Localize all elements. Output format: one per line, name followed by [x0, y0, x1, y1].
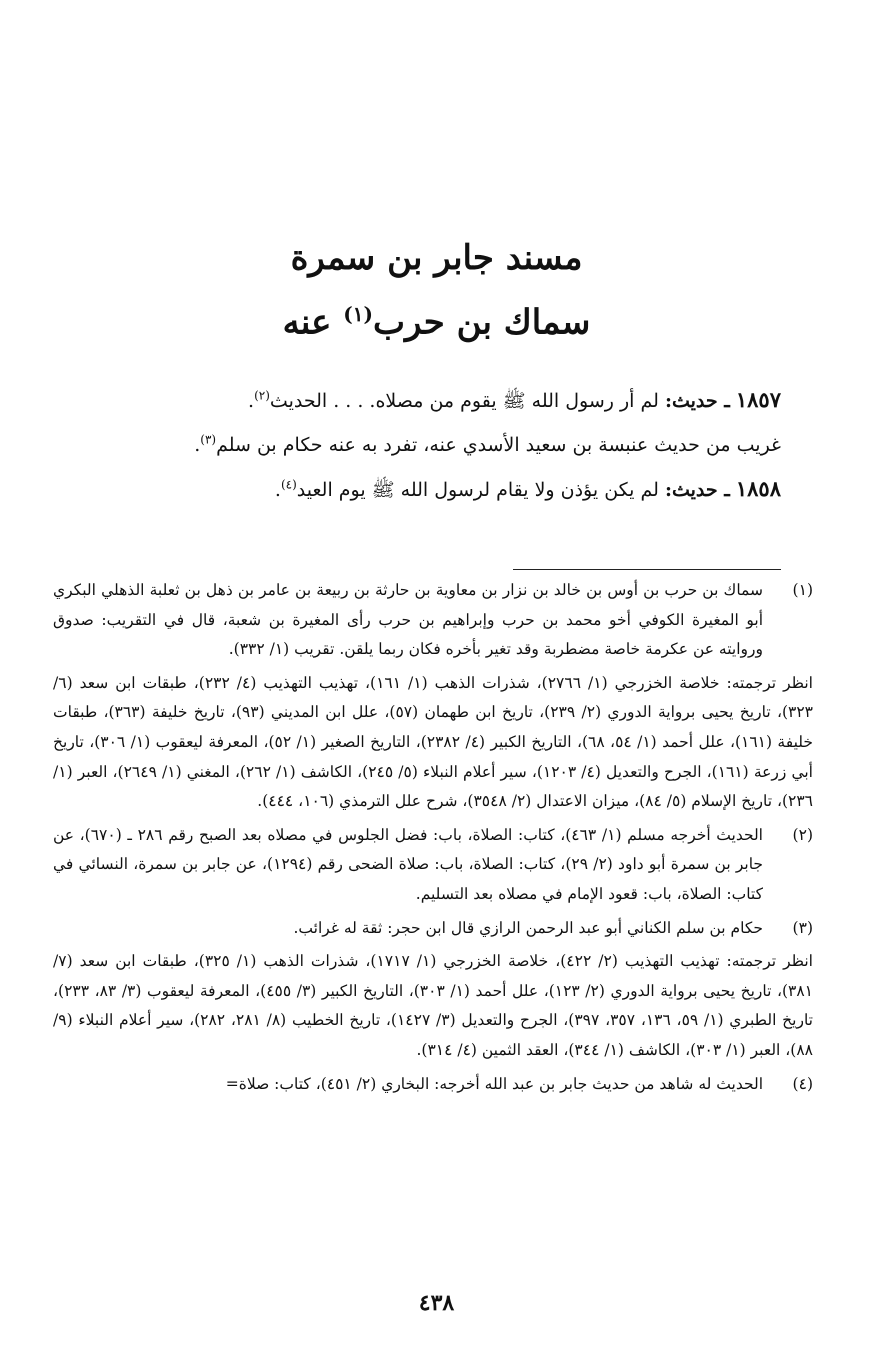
footnote-divider: [513, 569, 781, 570]
hadith-comment: غريب من حديث عنبسة بن سعيد الأسدي عنه، تفرد به عنه حكام بن سلم$^{(٣)}$.: [194, 432, 781, 456]
hadith-entry: [141, 378, 781, 467]
footnote-paragraph: حكام بن سلم الكناني أبو عبد الرحمن الرازي قال ابن حجر: ثقة له غرائب.: [293, 918, 763, 937]
footnotes: [53, 576, 813, 1103]
hadith-line: ١٨٥٧ ـ حديث: لم أر رسول الله ﷺ يقوم من مصلاه. . . . الحديث$^{(٢)}$.: [248, 387, 781, 412]
footnote-number: (٣): [792, 918, 813, 937]
subsection-title-text: سماك بن حرب: [372, 302, 591, 343]
subsection-title-tail: عنه: [282, 302, 332, 343]
footnote: [53, 821, 813, 910]
footnote-paragraph: الحديث أخرجه مسلم (١/ ٤٦٣)، كتاب: الصلاة، باب: فضل الجلوس في مصلاه بعد الصبح رقم ٢٨٦ ـ (٦٧٠)، عن جابر بن سمرة أبو داود (٢/ ٢٩)، كتاب: الصلاة، باب: صلاة الضحى رقم (١٢٩٤)، عن جابر بن سمرة، النسائي في كتاب: الصلاة، باب: قعود الإمام في مصلاه بعد التسليم.: [53, 825, 764, 903]
page-number: ٤٣٨: [418, 1290, 455, 1316]
footnote: [53, 576, 813, 817]
subsection-title: [0, 286, 873, 350]
footnote-ref: (٤): [280, 477, 297, 492]
footnote-paragraph: سماك بن حرب بن أوس بن خالد بن نزار بن معاوية بن حارثة بن ربيعة بن عامر بن ذهل بن ثعلبة الذهلي البكري أبو المغيرة الكوفي أخو محمد بن حرب وإبراهيم بن حرب رأى المغيرة بن شعبة، قال في التقريب: صدوق وروايته عن عكرمة خاصة مضطربة وقد تغير بأخره فكان ربما يلقن. تقريب (١/ ٣٣٢).: [53, 581, 763, 659]
footnote-number: (١): [792, 581, 813, 599]
main-text: [141, 378, 781, 512]
footnote: [53, 1070, 813, 1100]
section-titles: [0, 230, 873, 350]
hadith-number: ١٨٥٨: [735, 476, 781, 501]
footnote: [53, 914, 813, 1066]
hadith-text: لم يكن يؤذن ولا يقام لرسول الله ﷺ يوم العيد: [296, 479, 659, 501]
hadith-number: ١٨٥٧: [735, 387, 781, 412]
hadith-comment-text: غريب من حديث عنبسة بن سعيد الأسدي عنه، تفرد به عنه حكام بن سلم: [216, 434, 781, 456]
footnote-number: (٤): [792, 1074, 813, 1093]
hadith-label: ـ حديث:: [664, 390, 730, 412]
footnote-paragraph: الحديث له شاهد من حديث جابر بن عبد الله أخرجه: البخاري (٢/ ٤٥١)، كتاب: صلاة=: [225, 1074, 763, 1093]
footnote-paragraph: انظر ترجمته: خلاصة الخزرجي (١/ ٢٧٦٦)، شذرات الذهب (١/ ١٦١)، تهذيب التهذيب (٤/ ٢٣٢)، طبقات ابن سعد (٦/ ٣٢٣)، تاريخ يحيى برواية الدوري (٢/ ٢٣٩)، تاريخ ابن طهمان (٥٧)، علل ابن المديني (٩٣)، تاريخ خليفة (٣٦٣)، طبقات خليفة (١٦١)، علل أحمد (١/ ٥٤، ٦٨)، التاريخ الكبير (٤/ ٢٣٨٢)، التاريخ الصغير (١/ ٥٢)، المعرفة ليعقوب (١/ ٣٠٦)، تاريخ أبي زرعة (١٦١)، الجرح والتعديل (٤/ ١٢٠٣)، سير أعلام النبلاء (٥/ ٢٤٥)، الكاشف (١/ ٢٦٢)، المغني (١/ ٢٦٤٩)، العبر (١/ ٢٣٦)، تاريخ الإسلام (٥/ ٨٤)، ميزان الاعتدال (٢/ ٣٥٤٨)، شرح علل الترمذي (١٠٦، ٤٤٤).: [53, 673, 813, 811]
hadith-label: ـ حديث:: [664, 479, 730, 501]
section-title: مسند جابر بن سمرة: [290, 238, 583, 278]
footnote-ref: (١): [343, 302, 373, 326]
footnote-number: (٢): [792, 825, 813, 844]
hadith-entry: [141, 467, 781, 512]
footnote-ref: (٢): [254, 388, 270, 403]
hadith-text: لم أر رسول الله ﷺ يقوم من مصلاه. . . . الحديث: [269, 390, 659, 412]
footnote-paragraph: انظر ترجمته: تهذيب التهذيب (٢/ ٤٢٢)، خلاصة الخزرجي (١/ ١٧١٧)، شذرات الذهب (١/ ٣٢٥)، طبقات ابن سعد (٧/ ٣٨١)، تاريخ يحيى برواية الدوري (٢/ ١٢٣)، علل أحمد (١/ ٣٠٣)، التاريخ الكبير (٣/ ٤٥٥)، المعرفة ليعقوب (٣/ ٨٣، ٢٣٣)، تاريخ الطبري (١/ ٥٩، ١٣٦، ٣٥٧، ٣٩٧)، الجرح والتعديل (٣/ ١٤٢٧)، تاريخ الخطيب (٨/ ٢٨١، ٢٨٢)، سير أعلام النبلاء (٩/ ٨٨)، العبر (١/ ٣٠٣)، الكاشف (١/ ٣٤٤)، العقد الثمين (٤/ ٣١٤).: [53, 952, 814, 1059]
footnote-ref: (٣): [200, 432, 217, 447]
hadith-line: ١٨٥٨ ـ حديث: لم يكن يؤذن ولا يقام لرسول الله ﷺ يوم العيد$^{(٤)}$.: [274, 476, 781, 501]
